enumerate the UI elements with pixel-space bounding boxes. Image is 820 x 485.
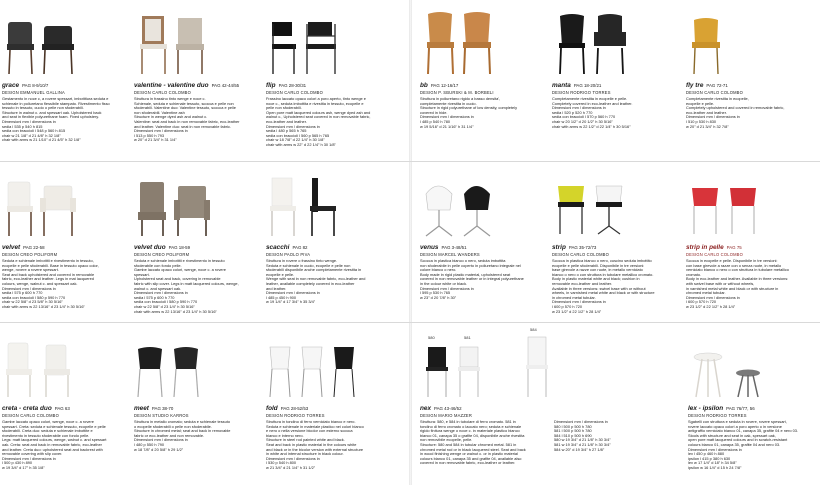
- designer: DESIGN P. SBURSKI & M. BORBELI: [420, 90, 494, 95]
- product-title: nex PAG 43-46/52: [420, 405, 462, 412]
- designer: DESIGN RODRIGO TORRES: [552, 90, 611, 95]
- chair-image: [2, 164, 132, 242]
- designer: DESIGN CREO POLIFORM: [134, 252, 190, 257]
- product-flip[interactable]: [266, 2, 396, 162]
- product-title: scacchi PAG 82: [266, 244, 308, 251]
- designer: DESIGN CREO POLIFORM: [2, 252, 58, 257]
- chair-image: [552, 164, 682, 242]
- designer: DESIGN CARLO COLOMBO: [134, 90, 192, 95]
- product-title: valentine - valentine duo PAG 42-44/55: [134, 82, 240, 89]
- chair-image: [2, 325, 132, 403]
- product-creta[interactable]: [2, 325, 132, 485]
- product-bb[interactable]: [420, 2, 550, 162]
- chair-image: [686, 2, 816, 80]
- product-strip-in-pelle[interactable]: [686, 164, 816, 324]
- designer: DESIGN CARLO COLOMBO: [2, 413, 60, 418]
- product-description: Struttura in rovere o frassino tinto wenge. Seduta e schienale in cuoio, ecopelle e pelle non sfoderabili disponibile anche completamente rivestita in ecopelle e pelle. Wenge with seat in non removable fabric, eco-leather and leather, available completely covered in eco-leather and leather. Dimensioni mm / dimensions in l 485 p 450 h 900 w 19 1/4" d 17 3/4" h 35 3/4": [266, 259, 366, 305]
- designer: DESIGN CARLO COLOMBO: [686, 252, 744, 257]
- chair-image: [686, 164, 816, 242]
- designer: DESIGN RODRIGO TORRES: [688, 413, 747, 418]
- product-title: strip in pelle PAG 75: [686, 244, 742, 251]
- chair-image: [420, 325, 550, 403]
- variant-label: 580: [428, 335, 435, 340]
- product-title: meet PAG 38-70: [134, 405, 174, 412]
- product-description: Struttura in poliuretano rigido a basso densita', completamente rivestita in cuoio. Structure in rigid polyurethane of low density, completely covered in hide. Dimensioni mm / dimensions in l 485 p 540 h 780 w 19 5/16" d 21 1/16" h 31 1/4": [420, 97, 518, 129]
- product-title: venus PAG 3-48/51: [420, 244, 467, 251]
- chair-image: [134, 2, 264, 80]
- chair-image: [266, 325, 396, 403]
- designer: DESIGN RODRIGO TORRES: [266, 413, 325, 418]
- variant-label: 581: [464, 335, 471, 340]
- variant-label: 584: [530, 327, 537, 332]
- product-description: Struttura in metallo cromato; seduta e schienale tessuto o ecopelle sfoderabili o pelle non sfoderabile. Structure in chromed metal; seat and back in removable fabric or eco-leather and non removable. Dimensioni mm / dimensions in l 480 p 550 h 790 w 18 7/8" d 20 5/8" h 29 1/2": [134, 420, 231, 452]
- designer: DESIGN PAOLO PIVA: [266, 252, 311, 257]
- chair-image: [420, 164, 550, 242]
- product-description: Gambe laccato opaco colori, wenge, noce c. a rovere spessart. Creta: seduta e schienale tessuto, ecopelle e pelle sfoderabili. Creta duo: seduta e schienale imbottite e rivestimento in tessuto sfoderabile con fondo pelle. Legs: matt lacquered colours, wenge, walnut c. and spessart oak. Creta: seat and back in removable fabric, eco-leather and leather. Creta duo: upholstered seat and backrest with removable covering with slip cover. Dimensioni mm / dimensions in l 500 p 430 h 890 w 19 3/4" d 17" h 35 1/8": [2, 420, 107, 470]
- product-lex-ipsilon[interactable]: [688, 325, 818, 485]
- product-title: grace PAG 8-9/10/7: [2, 82, 49, 89]
- product-description: Completamente rivestita in ecopelle e pelle. Completely covered in eco-leather and leather. Dimensioni mm / dimensions in sedia l 520 p 520 h 770 sedia con braccioli l 570 p 560 h 770 chair w 20 1/2" d 20 1/2" h 30 5/16" chair with arms w 22 1/2" d 22 1/4" h 30 5/16": [552, 97, 633, 129]
- product-description: Sgabelli con struttura e seduta in rovere, rovere spessart, rovere laccato opaco colori a poro aperto o in versione antigraffio verniciato bianco 01, canapa 35, grafite 04 e nero 03. Stools with structure and seat in oak, spessart oak, open pore matt lacquered colours and in scratch-resistant colours bianco 01, canapa 35, grafite 04 and nero 03. Dimensioni mm / dimensions in lex l 450 p 460 h 880 ipsilon l 415 p 380 h 630 lex w 17 1/4" d 18" h 34 5/8" ipsilon w 16 1/4" d 15 h 24 7/8": [688, 420, 799, 470]
- product-valentine[interactable]: [134, 2, 264, 162]
- product-fly-tre[interactable]: [686, 2, 816, 162]
- product-description: Gestamento in noce c, a rovere spessart, imbottitura seduta e schienale in poliuretano flessibile stampato. Rivestimento fisso tessuto in tessuto, cuoio o pelle non sfoderabili. Structure in walnut c. and spessart oak. Upholstered back and seat in flexible polyurethane foam. Fixed upholstery. Dimensioni mm / dimensions in sedia l 535 p 540 h 815 sedia con braccioli l 548 p 560 h 815 chair w 21 1/8" d 21 4/8" h 32 1/8" chair with arms w 21 1/10" d 21 4/5" h 32 1/8": [2, 97, 110, 143]
- product-title: flip PAG 28-30/31: [266, 82, 307, 89]
- product-venus[interactable]: [420, 164, 550, 324]
- product-scacchi[interactable]: [266, 164, 396, 324]
- designer: DESIGN CARLO COLOMBO: [552, 252, 610, 257]
- product-description: Frassino laccato opaco colori a poro aperto, tinto wenge e noce c., seduta imbottita e rivestita in tessuto, ecopelle e pelle non sfoderabili. Open pore matt lacquered colours ash, wenge dyed ash and walnut c., Upholstered seat covered in non removable fabric, eco-leather and leather. Dimensioni mm / dimensions in sedia l 480 p 565 h 765 sedia con braccioli l 560 p 565 h 765 chair w 18 7/8" d 22 1/4" h 30 1/8" chair with arms w 22" d 22 1/4" h 30 1/8": [266, 97, 371, 147]
- product-manta[interactable]: [552, 2, 682, 162]
- designer: DESIGN MARCEL WANDERS: [420, 252, 480, 257]
- designer: DESIGN STUDIO KARROS: [134, 413, 189, 418]
- product-description: Dimensioni mm / dimensions in 580 l 500 p 500 h 780 581 l 500 p 500 h 780 584 l 510 p 500 h 690 580 w 19 3/4" d 21 1/8" h 30 3/4" 581 w 19 3/4" d 21 1/8" h 30 3/4" 584 w 20" d 19 3/4" h 27 1/8": [554, 420, 611, 452]
- product-fold[interactable]: [266, 325, 396, 485]
- product-description: Scocca in plastica bianco o nero, cuscino seduta imbottito ecopelle e pelle sfoderabili. Disponibile in tre versioni: base girevole a razze con ruote, in metallo verniciato bianco o nero o con struttura in tubolare metallico cromato. Body in plastic material white and black; cushion in removable eco-leather and leather. Available in three versions: swivel base with or without wheels, in varnished metal white and black or with structure in chromed metal tubular. Dimensioni mm / dimensions in l 600 p 570 h 720 w 23 1/2" d 22 1/2" h 28 1/4": [552, 259, 655, 314]
- chair-image: [420, 2, 550, 80]
- product-title: strip PAG 35-72/73: [552, 244, 597, 251]
- chair-image: [134, 325, 264, 403]
- product-title: bb PAG 12-16/17: [420, 82, 459, 89]
- product-description: Seduta e schienale imbottiti e rivestimento in tessuto, ecopelle e pelle sfoderabili. Base in tessuto opaco color, wenge, rovere a rovere spessart. Seat and back upholstered and covered in removable fabric, eco-leather and leather. Legs in mat lacquered colours, wenge, walnut c. and spessart oak. Dimensioni mm / dimensions in sedia l 575 p 600 h 770 sedia con braccioli l 580 p 590 h 770 chair w 22 5/8" d 23 5/8" h 30 5/16" chair with arms w 22 13/16" d 23 1/4" h 30 5/16": [2, 259, 99, 309]
- product-title: velvet duo PAG 18-59: [134, 244, 191, 251]
- product-grace[interactable]: [2, 2, 132, 162]
- product-meet[interactable]: [134, 325, 264, 485]
- product-description: Seduta e schienale imbottiti e rivestimento in tessuto sfoderabile con fondo pelle. Gambe laccato opaco colori, wenge, noce c. a rovere spessart. Upholstered seat and back, covering in removable fabric with slip cover. Legs in matt lacquered colours, wenge, walnut c. and spessart oak. Dimensioni mm / dimensions in sedia l 575 p 600 h 770 sedia con braccioli l 580 p 590 h 770 chair w 22 5/8" d 23 1/4" h 30 5/16" chair with arms w 22 13/16" d 23 1/4" h 30 5/16": [134, 259, 239, 314]
- product-description: Completamente rivestita in ecopelle, ecopelle e pelle. Completely upholstered and covered in removable fabric, eco-leather and leather. Dimensioni mm / dimensions in l 510 p 530 h 830 w 20" d 21 3/4" h 32 7/8": [686, 97, 785, 129]
- designer: DESIGN CARLO COLOMBO: [686, 90, 744, 95]
- designer: DESIGN CARLO COLOMBO: [266, 90, 324, 95]
- product-description: Scocca in plastica bianco o nero, seduta imbottita non sfoderabile in pelle coperto in poliuretano integrale nel colore bianco o nero. Body made in rigid plastic material, upholstered seat covered in non removable leather or in integral polyurethane in the colour white or black. Dimensioni mm / dimensions in l 595 p 530 h 765 w 23" d 20 7/8" h 30": [420, 259, 524, 300]
- chair-image: [266, 164, 396, 242]
- product-title: fold PAG 28-52/53: [266, 405, 309, 412]
- product-nex[interactable]: [420, 325, 550, 485]
- product-strip[interactable]: [552, 164, 682, 324]
- chair-image: [2, 2, 132, 80]
- product-title: creta - creta duo PAG 63: [2, 405, 70, 412]
- chair-image: [266, 2, 396, 80]
- product-description: Struttura: 580, e 584 in tubolare di ferro cromato. 581 in tondino di ferro cromato o laccato nero; seduta e schienale rigido finitura wenge o noce c. in materiale plastico bianco bianco 01, canapa 35 o grafite 04, disponibile anche rivestita non removibile ecopelle, pelle. Structure: 580 and 584 in tubular chromed metal. 581 in chromed metal rod or in black lacquered steel. Seat and back in wood finishing wenge or walnut c. or in plastic material colours bianco 01, canapa 35 and grafite 04, available also covered in non removable fabric, eco-leather or leather.: [420, 420, 526, 466]
- page-gutter: [409, 0, 412, 485]
- designer: DESIGN EMMANUEL GALLINA: [2, 90, 65, 95]
- product-nex-dimensions: [554, 325, 684, 485]
- product-title: velvet PAG 22-58: [2, 244, 45, 251]
- chair-image: [552, 2, 682, 80]
- chair-image: [134, 164, 264, 242]
- stool-image: [688, 325, 818, 403]
- product-title: fly tre PAG 72-71: [686, 82, 728, 89]
- product-description: Struttura in tondino di ferro verniciato bianco e nero. Seduta e schienale in materiale plastico nei colori bianco e nero o nella versione bicolor con esterno scocca bianco e interno nero. Structure in steel rod painted white and black. Seat and back in plastic material in the colours white and black or in the bicolor version with external structure in white and internal structure in black colour. Dimensioni mm / dimensions in l 530 p 540 h 800 w 21 3/4" d 21 1/4" h 31 1/2": [266, 420, 364, 470]
- product-velvet-duo[interactable]: [134, 164, 264, 324]
- product-description: Scocca in ecopelle e pelle. Disponibile in tre versioni: con base girevole a razze con o senza ruote, in metallo verniciato bianco o nero o con struttura in tubolare metallico cromato. Body in eco-leather and leather. Available in three versions: with swivel base with or without wheels, in varnished metal white and black or with structure in chromed metal tubular. Dimensioni mm / dimensions in l 600 p 570 h 720 w 23 1/2" d 22 1/2" h 28 1/4": [686, 259, 789, 309]
- designer: DESIGN MARIO MAZZER: [420, 413, 473, 418]
- product-velvet[interactable]: [2, 164, 132, 324]
- product-title: lex - ipsilon PAG 76/77, 56: [688, 405, 755, 412]
- product-description: Struttura in frassino tinto wenge e noce c. Schienale, seduta e schienale tessuto, scocca e pelle non sfoderabili. Valentine duo: Valentine tessuto, scocca e pelle non sfoderabili. Valentine ash Structure in wenge dyed ash and walnut c. Valentine: seat and back in non removable fabric, eco-leather and leather. Valentine duo: seat in non removable fabric. Dimensioni mm / dimensions in l 513 p 550 h 793 w 20" d 21 3/4" h 31 1/4": [134, 97, 240, 143]
- product-title: manta PAG 18-20/21: [552, 82, 602, 89]
